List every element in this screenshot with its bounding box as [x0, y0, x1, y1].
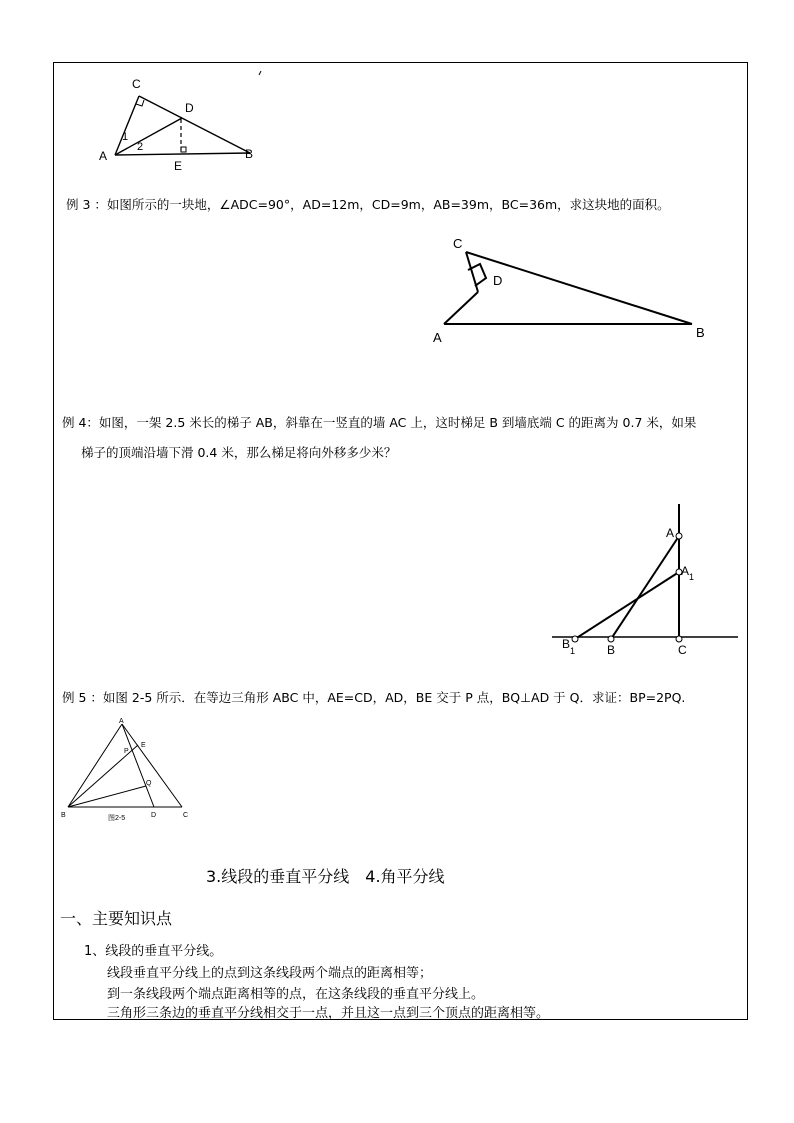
label-D: D	[493, 273, 503, 288]
example-4-line-1: 例 4：如图，一架 2.5 米长的梯子 AB，斜靠在一竖直的墙 AC 上，这时梯足 B 到墙底端 C 的距离为 0.7 米，如果	[62, 415, 697, 430]
example-4-line-2: 梯子的顶端沿墙下滑 0.4 米，那么梯足将向外移多少米？	[81, 445, 397, 460]
knowledge-line-3: 三角形三条边的垂直平分线相交于一点，并且这一点到三个顶点的距离相等。	[107, 1006, 550, 1021]
stray-mark	[258, 70, 264, 76]
figure-example-3	[428, 232, 718, 347]
knowledge-heading: 一、主要知识点	[60, 909, 173, 928]
label-A: A	[666, 526, 675, 540]
label-angle-1: 1	[122, 131, 129, 143]
label-E: E	[174, 159, 183, 173]
label-B1: B	[562, 637, 571, 651]
label-P: P	[124, 748, 129, 755]
label-B1-sub: 1	[570, 646, 576, 656]
example-5-text: 例 5 ：如图 2-5 所示．在等边三角形 ABC 中，AE=CD，AD，BE 交于 P 点，BQ⊥AD 于 Q．求证：BP=2PQ.	[62, 690, 686, 705]
label-B: B	[607, 643, 616, 657]
label-A: A	[119, 718, 124, 725]
label-D: D	[151, 812, 157, 819]
label-B: B	[696, 325, 705, 340]
label-A: A	[99, 149, 108, 163]
label-C: C	[678, 643, 687, 657]
label-B: B	[61, 812, 66, 819]
label-B: B	[245, 147, 254, 161]
knowledge-line-2: 到一条线段两个端点距离相等的点，在这条线段的垂直平分线上。	[107, 987, 485, 1002]
label-angle-2: 2	[137, 141, 144, 153]
knowledge-line-1: 线段垂直平分线上的点到这条线段两个端点的距离相等；	[107, 966, 433, 981]
figure-example-5	[58, 712, 198, 827]
label-C: C	[183, 812, 189, 819]
section-title: 3.线段的垂直平分线 4.角平分线	[206, 867, 445, 886]
label-A1-sub: 1	[689, 572, 695, 582]
example-3-text: 例 3 ：如图所示的一块地，∠ADC=90°，AD=12m，CD=9m，AB=39m，BC=36m，求这块地的面积。	[66, 197, 670, 212]
label-E: E	[141, 742, 146, 749]
figure-caption: 图2-5	[108, 815, 126, 822]
label-C: C	[453, 236, 463, 251]
figure-1	[95, 70, 275, 180]
label-D: D	[185, 101, 194, 115]
label-C: C	[132, 77, 141, 91]
label-A1: A	[681, 564, 690, 578]
figure-example-4	[548, 500, 748, 660]
knowledge-item-1: 1、线段的垂直平分线。	[84, 944, 223, 959]
label-Q: Q	[146, 780, 152, 787]
label-A: A	[433, 330, 442, 345]
